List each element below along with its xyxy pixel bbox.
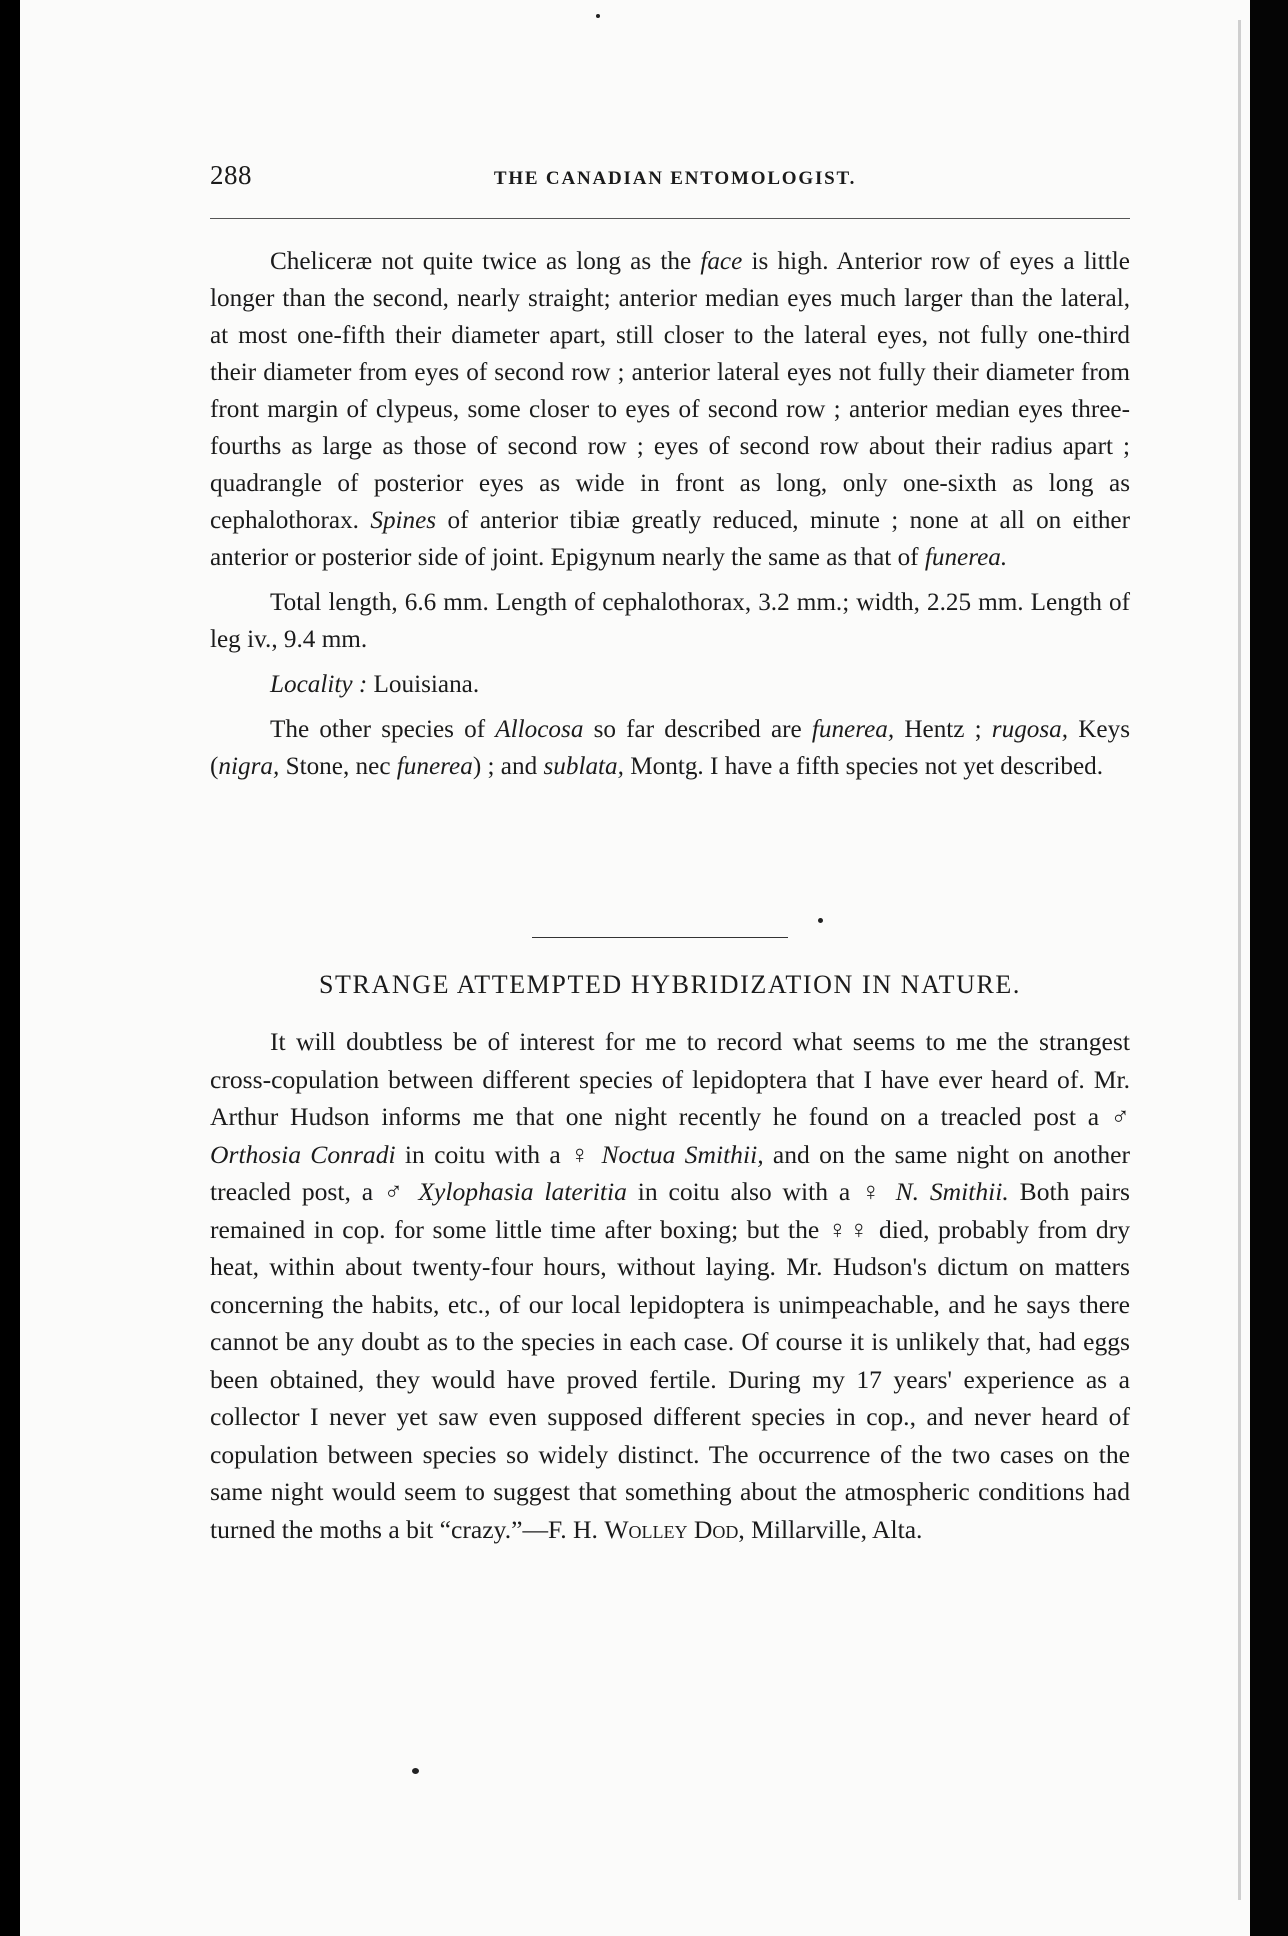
ink-speck xyxy=(818,918,823,923)
article-title: STRANGE ATTEMPTED HYBRIDIZATION IN NATURE. xyxy=(318,970,1021,999)
ink-speck xyxy=(412,1768,419,1774)
header-rule xyxy=(210,218,1130,219)
species-description xyxy=(210,243,1130,785)
measurements-paragraph: Total length, 6.6 mm. Length of cephalothorax, 3.2 mm.; width, 2.25 mm. Length of leg iv., 9.4 mm. xyxy=(210,589,1130,653)
locality-paragraph xyxy=(210,666,1130,703)
book-spine xyxy=(1250,0,1288,1936)
page-number: 288 xyxy=(210,160,252,190)
locality-label: Locality : xyxy=(270,671,368,698)
locality-value: Louisiana. xyxy=(367,671,480,698)
running-title: THE CANADIAN ENTOMOLOGIST. xyxy=(493,168,857,189)
author-name: Wolley Dod xyxy=(604,1514,739,1544)
article-body xyxy=(210,1023,1130,1548)
description-paragraph: Cheliceræ not quite twice as long as the face is high. Anterior row of eyes a little longer than the second, nearly straight; anterior median eyes much larger than the lateral, at most one-fifth their diameter apart, still closer to the lateral eyes, not fully one-third their diameter from eyes of second row ; anterior lateral eyes not fully their diameter from front margin of clypeus, some closer to eyes of second row ; anterior median eyes three-fourths as large as those of second row ; eyes of second row about their radius apart ; quadrangle of posterior eyes as wide in front as long, only one-sixth as long as cephalothorax. Spines of anterior tibiæ greatly reduced, minute ; none at all on either anterior or posterior side of joint. Epigynum nearly the same as that of funerea. xyxy=(210,248,1130,571)
article-paragraph: It will doubtless be of interest for me to record what seems to me the strangest cross-copulation between different species of lepidoptera that I have ever heard of. Mr. Arthur Hudson informs me that one night recently he found on a treacled post a ♂ Orthosia Conradi in coitu with a ♀ Noctua Smithii, and on the same night on another treacled post, a ♂ Xylophasia lateritia in coitu also with a ♀ N. Smithii. Both pairs remained in cop. for some little time after boxing; but the ♀♀ died, probably from dry heat, within about twenty-four hours, without laying. Mr. Hudson's dictum on matters concerning the habits, etc., of our local lepidoptera is unimpeachable, and he says there cannot be any doubt as to the species in each case. Of course it is unlikely that, had eggs been obtained, they would have proved fertile. During my 17 years' experience as a collector I never yet saw even supposed different species in cop., and never heard of copulation between species so widely distinct. The occurrence of the two cases on the same night would seem to suggest that something about the atmospheric conditions had turned the moths a bit “crazy.”—F. H. Wolley Dod, Millarville, Alta. xyxy=(210,1027,1131,1544)
book-page xyxy=(20,0,1250,1936)
ink-speck xyxy=(596,14,600,18)
section-separator xyxy=(532,937,788,938)
page-header xyxy=(190,160,1130,200)
page-edge xyxy=(1238,20,1241,1900)
other-species-paragraph: The other species of Allocosa so far described are funerea, Hentz ; rugosa, Keys (nigra, Stone, nec funerea) ; and sublata, Montg. I have a fifth species not yet described. xyxy=(210,716,1131,780)
